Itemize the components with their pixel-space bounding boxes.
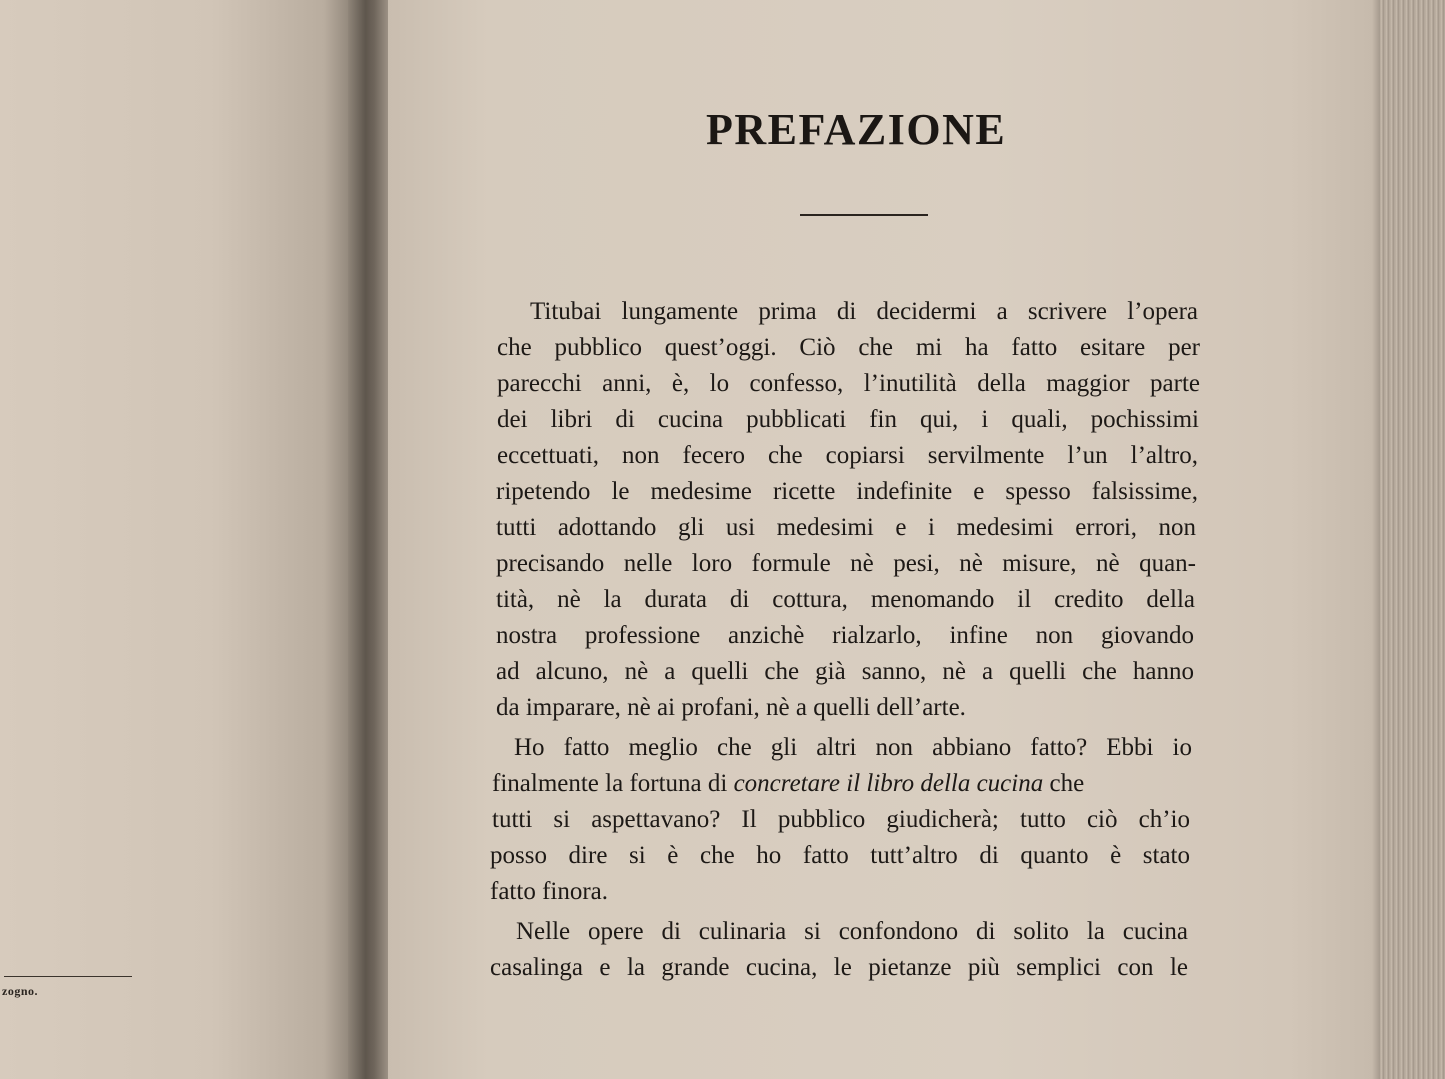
text-line: ripetendo le medesime ricette indefinite e spesso falsissime, xyxy=(496,478,1198,505)
text-line: ad alcuno, nè a quelli che già sanno, nè a quelli che hanno xyxy=(496,658,1194,685)
text-line: nostra professione anzichè rialzarlo, infine non giovando xyxy=(496,622,1194,649)
text-line: tità, nè la durata di cottura, menomando il credito della xyxy=(496,586,1195,613)
text-span: che xyxy=(1049,770,1085,797)
text-line: tutti adottando gli usi medesimi e i medesimi errori, non xyxy=(496,514,1196,541)
page-edges xyxy=(1380,0,1445,1079)
text-line: tutti si aspettavano? Il pubblico giudicherà; tutto ciò ch’io xyxy=(492,806,1190,833)
left-footer-text: zogno. xyxy=(2,984,38,998)
italic-title-span: concretare il libro della cucina xyxy=(733,770,1044,797)
text-line: che pubblico quest’oggi. Ciò che mi ha fatto esitare per xyxy=(497,334,1200,361)
title-rule xyxy=(800,214,928,216)
page-title: PREFAZIONE xyxy=(706,105,1007,154)
text-line: Titubai lungamente prima di decidermi a scrivere l’opera xyxy=(530,298,1198,325)
left-footer-rule xyxy=(4,976,132,977)
text-span: finalmente la fortuna di xyxy=(492,770,728,797)
text-line: parecchi anni, è, lo confesso, l’inutilità della maggior parte xyxy=(497,370,1200,397)
text-line: da imparare, nè ai profani, nè a quelli dell’arte. xyxy=(496,694,966,721)
text-line-mixed xyxy=(492,770,1194,798)
text-line: posso dire si è che ho fatto tutt’altro di quanto è stato xyxy=(490,842,1190,869)
text-line: eccettuati, non fecero che copiarsi servilmente l’un l’altro, xyxy=(497,442,1198,469)
text-line: casalinga e la grande cucina, le pietanze più semplici con le xyxy=(490,954,1188,981)
text-line: Nelle opere di culinaria si confondono di solito la cucina xyxy=(516,918,1188,945)
text-line: Ho fatto meglio che gli altri non abbiano fatto? Ebbi io xyxy=(514,734,1192,761)
text-line: precisando nelle loro formule nè pesi, nè misure, nè quan- xyxy=(496,550,1196,577)
text-line: dei libri di cucina pubblicati fin qui, i quali, pochissimi xyxy=(497,406,1199,433)
left-page xyxy=(0,0,352,1079)
book-gutter xyxy=(348,0,392,1079)
text-line: fatto finora. xyxy=(490,878,609,905)
